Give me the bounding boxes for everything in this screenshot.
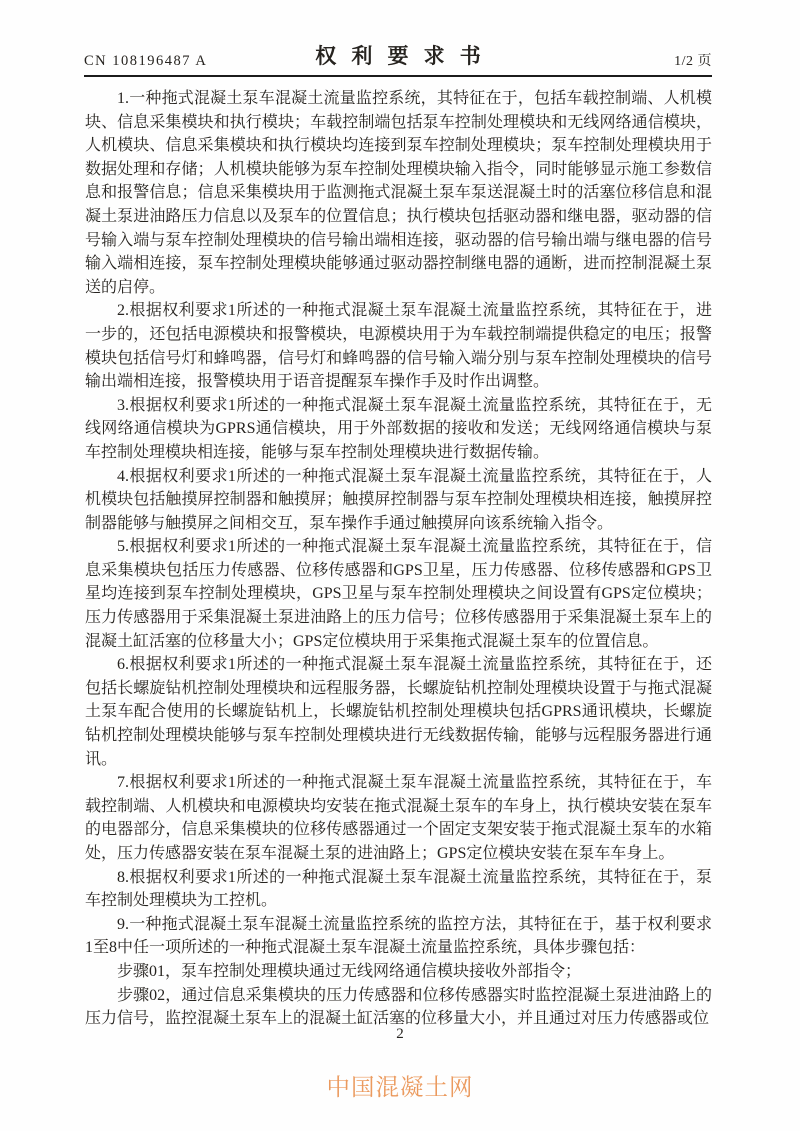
claim-paragraph: 8.根据权利要求1所述的一种拖式混凝土泵车混凝土流量监控系统，其特征在于，泵车控制处理模块为工控机。 [85,868,712,910]
claim-paragraph: 2.根据权利要求1所述的一种拖式混凝土泵车混凝土流量监控系统，其特征在于，进一步的，还包括电源模块和报警模块，电源模块用于为车载控制端提供稳定的电压；报警模块包括信号灯和蜂鸣器，信号灯和蜂鸣器的信号输入端分别与泵车控制处理模块的信号输出端相连接，报警模块用于语音提醒泵车操作手及时作出调整。 [85,302,712,391]
claim-paragraph: 7.根据权利要求1所述的一种拖式混凝土泵车混凝土流量监控系统，其特征在于，车载控制端、人机模块和电源模块均安装在拖式混凝土泵车的车身上，执行模块安装在泵车的电器部分，信息采集模块的位移传感器通过一个固定支架安装于拖式混凝土泵车的水箱处，压力传感器安装在泵车混凝土泵的进油路上；GPS定位模块安装在泵车车身上。 [85,774,712,862]
document-title: 权利要求书 [315,45,496,68]
claim-paragraph: 4.根据权利要求1所述的一种拖式混凝土泵车混凝土流量监控系统，其特征在于，人机模块包括触摸屏控制器和触摸屏；触摸屏控制器与泵车控制处理模块相连接，触摸屏控制器能够与触摸屏之间相交互，泵车操作手通过触摸屏向该系统输入指令。 [85,467,712,532]
claim-paragraph: 步骤02，通过信息采集模块的压力传感器和位移传感器实时监控混凝土泵进油路上的压力信号，监控混凝土泵车上的混凝土缸活塞的位移量大小，并且通过对压力传感器或位 [85,986,712,1028]
page-indicator: 1/2 页 [674,54,712,69]
claim-paragraph: 9.一种拖式混凝土泵车混凝土流量监控系统的监控方法，其特征在于，基于权利要求1至8中任一项所述的一种拖式混凝土泵车混凝土流量监控系统，具体步骤包括： [85,915,712,957]
page-number: 2 [396,1026,404,1042]
claim-paragraph: 3.根据权利要求1所述的一种拖式混凝土泵车混凝土流量监控系统，其特征在于，无线网络通信模块为GPRS通信模块，用于外部数据的接收和发送；无线网络通信模块与泵车控制处理模块相连接，能够与泵车控制处理模块进行数据传输。 [85,396,712,461]
claim-paragraph: 6.根据权利要求1所述的一种拖式混凝土泵车混凝土流量监控系统，其特征在于，还包括长螺旋钻机控制处理模块和远程服务器，长螺旋钻机控制处理模块设置于与拖式混凝土泵车配合使用的长螺旋钻机上，长螺旋钻机控制处理模块包括GPRS通讯模块，长螺旋钻机控制处理模块能够与泵车控制处理模块进行无线数据传输，能够与远程服务器进行通讯。 [85,656,712,768]
claims-text-body [85,87,712,1031]
claim-paragraph: 5.根据权利要求1所述的一种拖式混凝土泵车混凝土流量监控系统，其特征在于，信息采集模块包括压力传感器、位移传感器和GPS卫星，压力传感器、位移传感器和GPS卫星均连接到泵车控制处理模块，GPS卫星与泵车控制处理模块之间设置有GPS定位模块；压力传感器用于采集混凝土泵进油路上的压力信号；位移传感器用于采集混凝土泵车上的混凝土缸活塞的位移量大小；GPS定位模块用于采集拖式混凝土泵车的位置信息。 [85,538,712,650]
page-header [84,44,712,77]
claim-paragraph: 步骤01，泵车控制处理模块通过无线网络通信模块接收外部指令； [117,962,582,980]
watermark: 中国混凝土网 [326,1074,474,1100]
claim-paragraph: 1.一种拖式混凝土泵车混凝土流量监控系统，其特征在于，包括车载控制端、人机模块、信息采集模块和执行模块；车载控制端包括泵车控制处理模块和无线网络通信模块，人机模块、信息采集模块和执行模块均连接到泵车控制处理模块；泵车控制处理模块用于数据处理和存储；人机模块能够为泵车控制处理模块输入指令，同时能够显示施工参数信息和报警信息；信息采集模块用于监测拖式混凝土泵车泵送混凝土时的活塞位移信息和混凝土泵进油路压力信息以及泵车的位置信息；执行模块包括驱动器和继电器，驱动器的信号输入端与泵车控制处理模块的信号输出端相连接，驱动器的信号输出端与继电器的信号输入端相连接，泵车控制处理模块能够通过驱动器控制继电器的通断，进而控制混凝土泵送的启停。 [85,90,712,296]
publication-number: CN 108196487 A [84,53,208,69]
